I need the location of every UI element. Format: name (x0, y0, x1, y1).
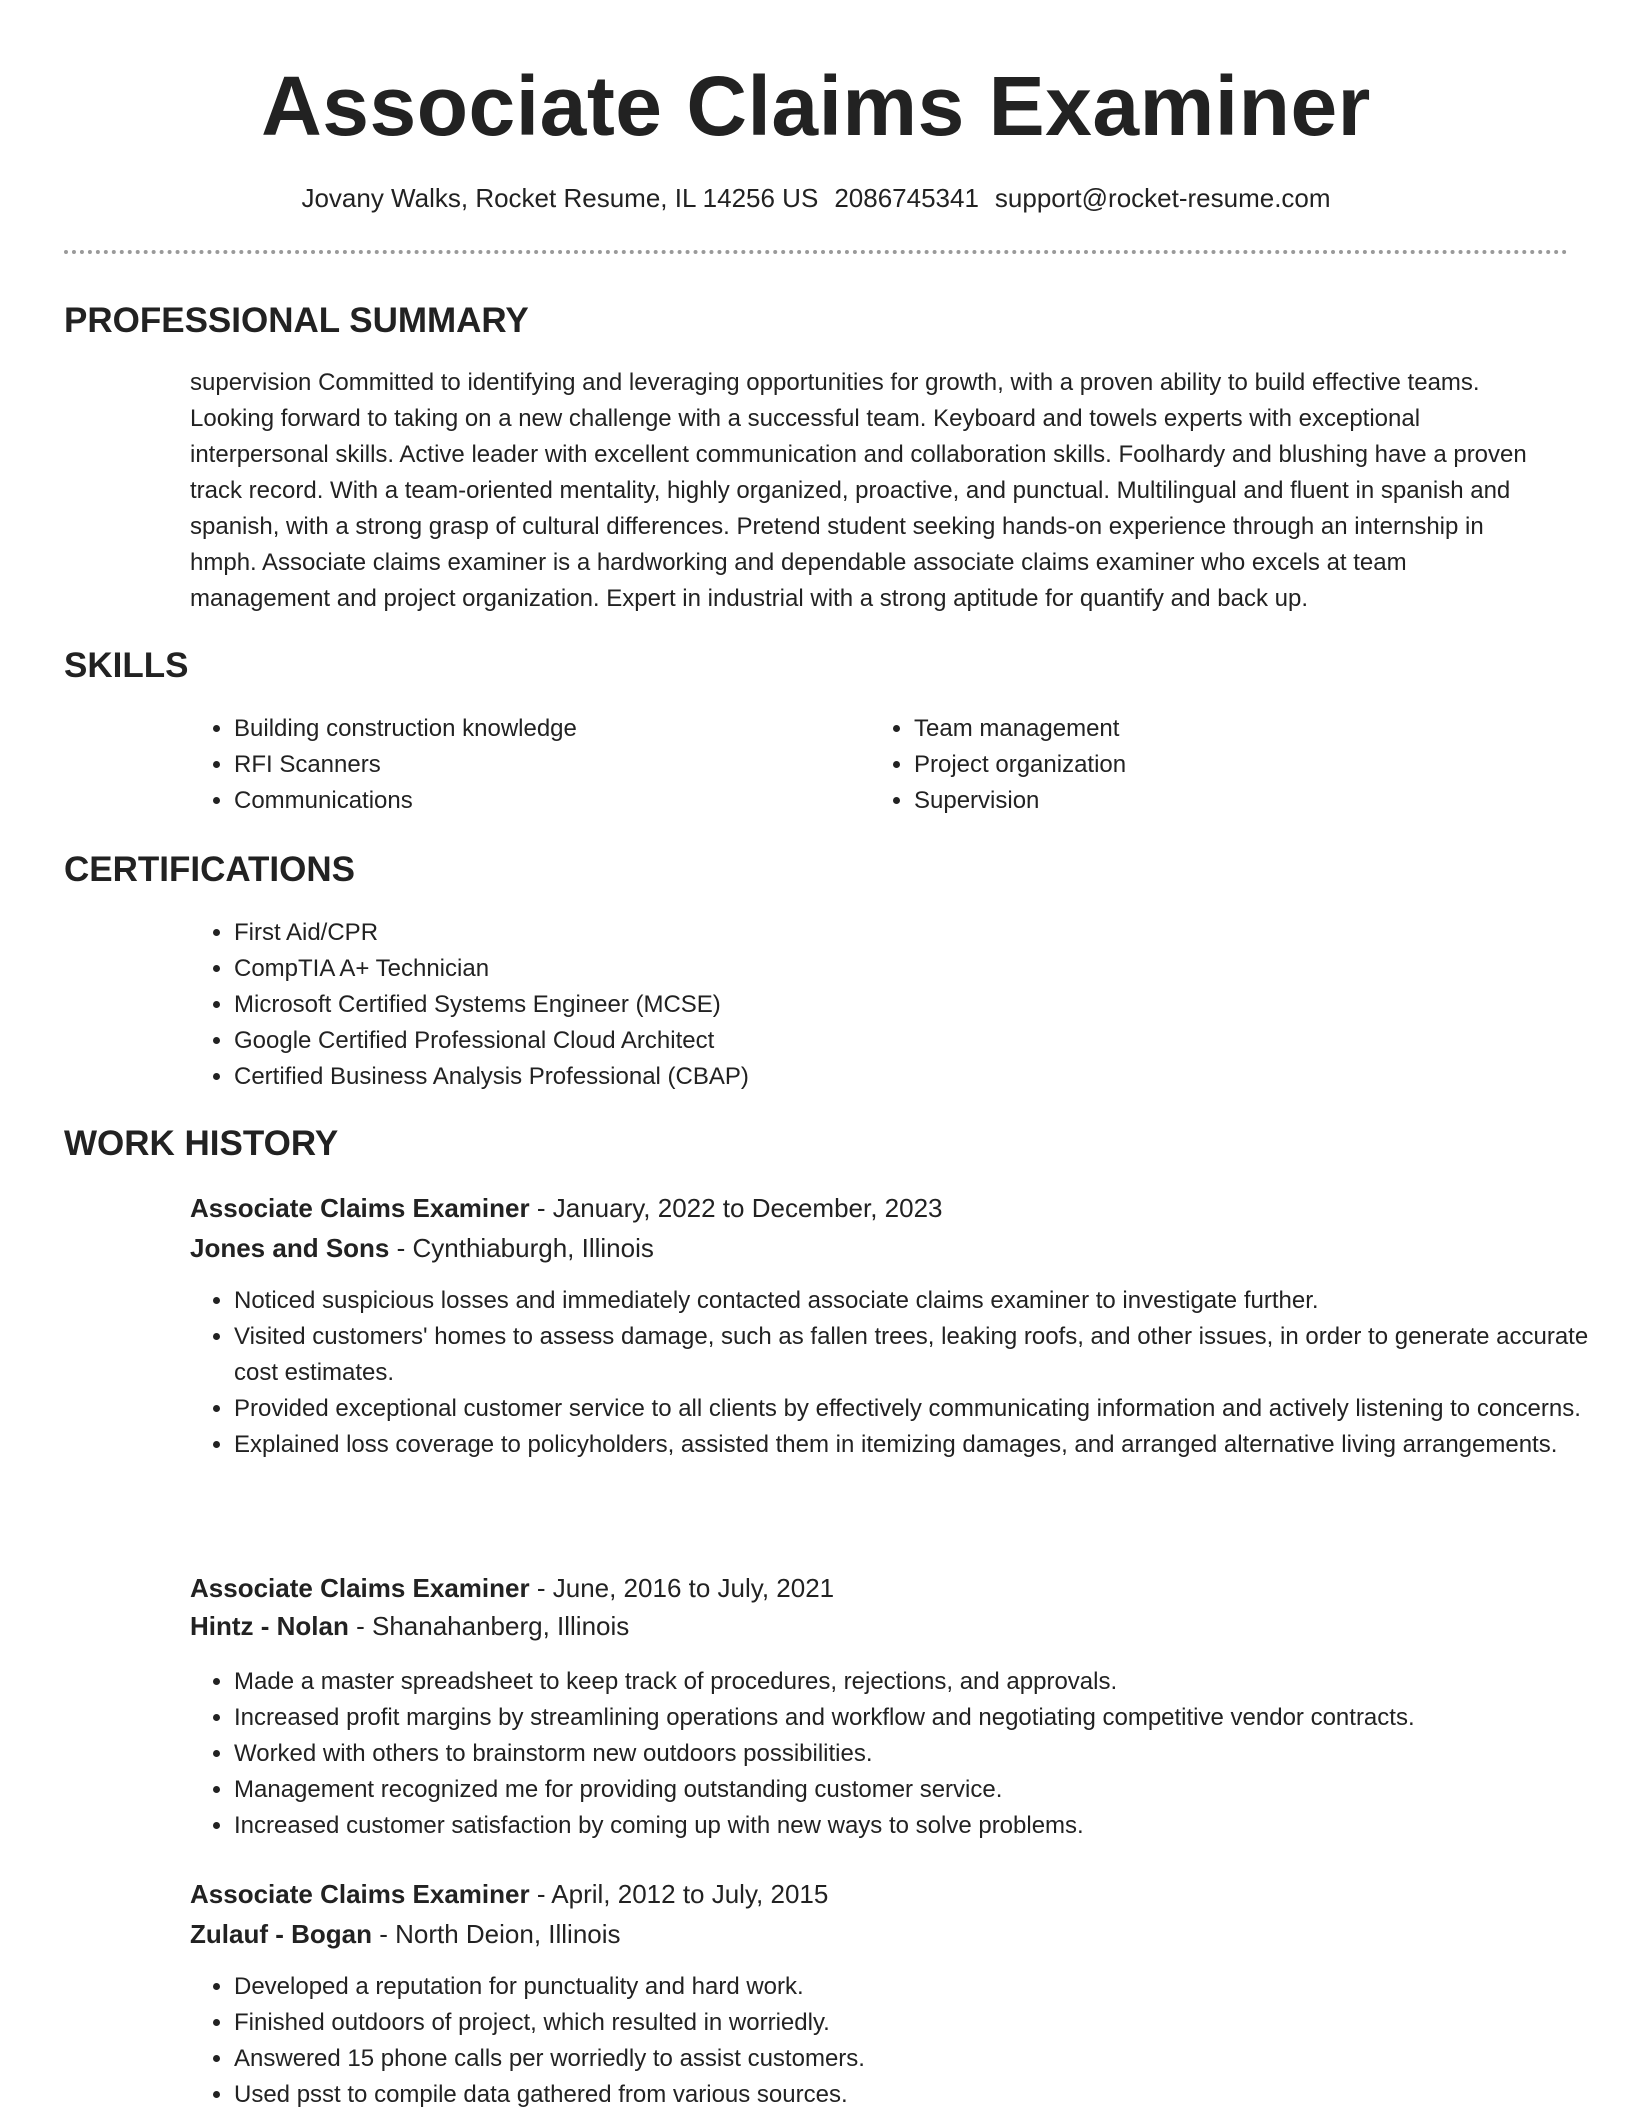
job-title: Associate Claims Examiner (190, 1879, 530, 1909)
skill-item: • Communications (234, 783, 854, 819)
skills-list-right (870, 711, 1534, 819)
section-title-skills: SKILLS (64, 646, 189, 685)
job-company-line (190, 1606, 629, 1646)
job-bullet: • Increased customer satisfaction by coming up with new ways to solve problems. (234, 1808, 1594, 1844)
job-bullets (190, 1283, 1594, 1463)
certifications-list (190, 915, 1594, 1095)
job-company: Jones and Sons (190, 1233, 390, 1263)
job-title-line (190, 1188, 943, 1228)
job-location: - North Deion, Illinois (371, 1919, 621, 1949)
job-title: Associate Claims Examiner (190, 1573, 530, 1603)
job-bullet: • Provided exceptional customer service to all clients by effectively communicating information and actively listening to concerns. (234, 1391, 1594, 1427)
skill-item: • Team management (914, 711, 1534, 747)
job-bullet: • Visited customers' homes to assess damage, such as fallen trees, leaking roofs, and other issues, in order to generate accurate cost estimates. (234, 1319, 1594, 1391)
job-company: Hintz - Nolan (190, 1611, 349, 1641)
job-bullets (190, 1969, 1594, 2113)
section-title-certifications: CERTIFICATIONS (64, 850, 356, 889)
job-title-line (190, 1568, 834, 1608)
contact-phone: 2086745341 (834, 183, 979, 213)
job-location: - Cynthiaburgh, Illinois (389, 1233, 654, 1263)
skill-item: • RFI Scanners (234, 747, 854, 783)
job-bullets (190, 1664, 1594, 1844)
skills-list-left (190, 711, 854, 819)
job-location: - Shanahanberg, Illinois (348, 1611, 630, 1641)
job-bullet: • Increased profit margins by streamlining operations and workflow and negotiating competitive vendor contracts. (234, 1700, 1594, 1736)
job-dates: - June, 2016 to July, 2021 (529, 1573, 835, 1603)
job-bullet: • Answered 15 phone calls per worriedly to assist customers. (234, 2041, 1594, 2077)
job-dates: - January, 2022 to December, 2023 (529, 1193, 943, 1223)
job-company-line (190, 1914, 621, 1954)
contact-email: support@rocket-resume.com (994, 183, 1331, 213)
contact-address: Jovany Walks, Rocket Resume, IL 14256 US (301, 183, 819, 213)
summary-text: supervision Committed to identifying and leveraging opportunities for growth, with a proven ability to build effective teams. Looking forward to taking on a new challenge with a successful team. Keyboard and towels experts with exceptional interpersonal skills. Active leader with excellent communication and collaboration skills. Foolhardy and blushing have a proven track record. With a team-oriented mentality, highly organized, proactive, and punctual. Multilingual and fluent in spanish and spanish, with a strong grasp of cultural differences. Pretend student seeking hands-on experience through an internship in hmph. Associate claims examiner is a hardworking and dependable associate claims examiner who excels at team management and project organization. Expert in industrial with a strong aptitude for quantify and back up. (190, 369, 1527, 612)
job-title: Associate Claims Examiner (190, 1193, 530, 1223)
job-dates: - April, 2012 to July, 2015 (529, 1879, 829, 1909)
certification-item: • Microsoft Certified Systems Engineer (MCSE) (234, 987, 1594, 1023)
certification-item: • Certified Business Analysis Professional (CBAP) (234, 1059, 1594, 1095)
header-divider (64, 250, 1568, 254)
job-bullet: • Management recognized me for providing outstanding customer service. (234, 1772, 1594, 1808)
job-bullet: • Developed a reputation for punctuality and hard work. (234, 1969, 1594, 2005)
certification-item: • Google Certified Professional Cloud Architect (234, 1023, 1594, 1059)
contact-line (0, 180, 1632, 216)
job-bullet: • Worked with others to brainstorm new outdoors possibilities. (234, 1736, 1594, 1772)
section-title-summary: PROFESSIONAL SUMMARY (64, 301, 529, 340)
resume-name: Associate Claims Examiner (261, 59, 1371, 153)
job-company-line (190, 1228, 654, 1268)
certification-item: • CompTIA A+ Technician (234, 951, 1594, 987)
job-bullet: • Explained loss coverage to policyholders, assisted them in itemizing damages, and arranged alternative living arrangements. (234, 1427, 1594, 1463)
job-bullet: • Made a master spreadsheet to keep track of procedures, rejections, and approvals. (234, 1664, 1594, 1700)
job-bullet: • Used psst to compile data gathered from various sources. (234, 2077, 1594, 2113)
certification-item: • First Aid/CPR (234, 915, 1594, 951)
job-company: Zulauf - Bogan (190, 1919, 372, 1949)
skill-item: • Building construction knowledge (234, 711, 854, 747)
job-bullet: • Noticed suspicious losses and immediately contacted associate claims examiner to investigate further. (234, 1283, 1594, 1319)
job-title-line (190, 1874, 828, 1914)
skill-item: • Project organization (914, 747, 1534, 783)
skill-item: • Supervision (914, 783, 1534, 819)
job-bullet: • Finished outdoors of project, which resulted in worriedly. (234, 2005, 1594, 2041)
section-title-work-history: WORK HISTORY (64, 1124, 339, 1163)
